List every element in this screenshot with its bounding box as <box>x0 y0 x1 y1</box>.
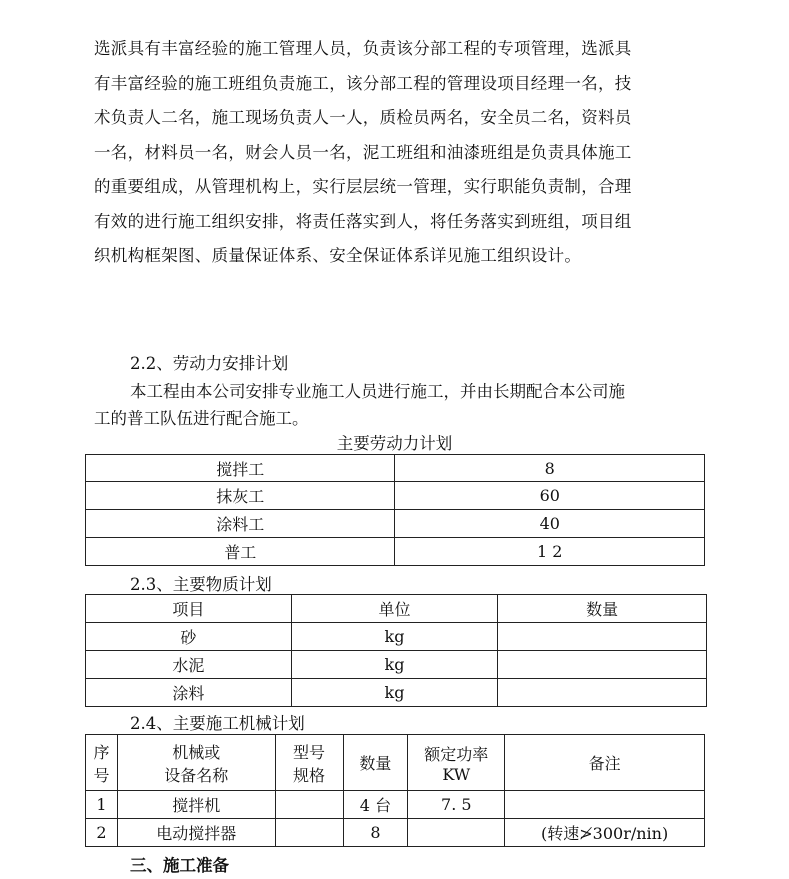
table-header-row <box>86 735 705 791</box>
material-unit: kg <box>291 623 498 651</box>
intro-line: 一名，材料员一名，财会人员一名，泥工班组和油漆班组是负责具体施工 <box>94 142 632 162</box>
table-row <box>86 482 705 510</box>
machine-no: 2 <box>86 819 118 847</box>
labor-trade: 普工 <box>86 538 395 566</box>
material-item: 砂 <box>86 623 292 651</box>
machine-remark: (转速≯300r/nin) <box>505 819 705 847</box>
labor-count: 8 <box>395 455 705 482</box>
material-qty <box>498 623 707 651</box>
material-unit: kg <box>291 679 498 707</box>
machine-qty: 4 台 <box>343 791 408 819</box>
header-model <box>275 735 343 791</box>
header-no-line2: 号 <box>93 765 110 785</box>
table-row <box>86 623 707 651</box>
material-qty <box>498 679 707 707</box>
header-power <box>408 735 505 791</box>
section-2-2-body-line: 工的普工队伍进行配合施工。 <box>94 409 309 428</box>
header-item: 项目 <box>86 595 292 623</box>
header-power-line1: 额定功率 <box>424 744 489 764</box>
machine-remark <box>505 791 705 819</box>
intro-line: 织机构框架图、质量保证体系、安全保证体系详见施工组织设计。 <box>94 246 582 265</box>
machine-qty: 8 <box>343 819 408 847</box>
section-2-4-title: 2.4、主要施工机械计划 <box>130 714 305 733</box>
machine-power: 7. 5 <box>408 791 505 819</box>
header-qty: 数量 <box>343 735 408 791</box>
section-3-title: 三、施工准备 <box>130 856 229 875</box>
table-row <box>86 651 707 679</box>
table-header-row <box>86 595 707 623</box>
machine-model <box>275 791 343 819</box>
header-no <box>86 735 118 791</box>
header-name <box>117 735 275 791</box>
material-unit: kg <box>291 651 498 679</box>
header-no-line1: 序 <box>93 742 110 762</box>
labor-table-caption: 主要劳动力计划 <box>336 434 453 453</box>
machine-no: 1 <box>86 791 118 819</box>
table-row <box>86 455 705 482</box>
header-remark: 备注 <box>505 735 705 791</box>
intro-line: 有效的进行施工组织安排，将责任落实到人，将任务落实到班组，项目组 <box>94 211 632 231</box>
machine-power <box>408 819 505 847</box>
intro-line: 的重要组成，从管理机构上，实行层层统一管理，实行职能负责制，合理 <box>94 177 632 196</box>
intro-line: 术负责人二名，施工现场负责人一人，质检员两名，安全员二名，资料员 <box>94 108 632 127</box>
machinery-table <box>85 734 705 847</box>
table-row <box>86 679 707 707</box>
labor-trade: 涂料工 <box>86 510 395 538</box>
table-row <box>86 819 705 847</box>
table-row <box>86 510 705 538</box>
machine-name: 搅拌机 <box>117 791 275 819</box>
material-item: 水泥 <box>86 651 292 679</box>
labor-trade: 抹灰工 <box>86 482 395 510</box>
intro-line: 选派具有丰富经验的施工管理人员，负责该分部工程的专项管理，选派具 <box>94 39 632 58</box>
labor-count: 60 <box>395 482 705 510</box>
table-row <box>86 538 705 566</box>
labor-trade: 搅拌工 <box>86 455 395 482</box>
intro-line: 有丰富经验的施工班组负责施工，该分部工程的管理设项目经理一名，技 <box>94 73 632 93</box>
labor-count: 1 2 <box>395 538 705 566</box>
machine-model <box>275 819 343 847</box>
section-2-3-title: 2.3、主要物质计划 <box>130 575 272 594</box>
labor-table <box>85 454 705 566</box>
table-row <box>86 791 705 819</box>
header-power-line2: KW <box>442 764 471 784</box>
labor-count: 40 <box>395 510 705 538</box>
section-2-2-body-line: 本工程由本公司安排专业施工人员进行施工，并由长期配合本公司施 <box>130 382 625 401</box>
header-model-line1: 型号 <box>293 742 326 762</box>
header-model-line2: 规格 <box>293 765 326 785</box>
header-name-line2: 设备名称 <box>164 765 229 785</box>
header-qty: 数量 <box>498 595 707 623</box>
intro-paragraph <box>94 32 702 274</box>
machine-name: 电动搅拌器 <box>117 819 275 847</box>
material-item: 涂料 <box>86 679 292 707</box>
material-qty <box>498 651 707 679</box>
section-2-2-title: 2.2、劳动力安排计划 <box>130 354 289 373</box>
materials-table <box>85 594 707 707</box>
header-unit: 单位 <box>291 595 498 623</box>
header-name-line1: 机械或 <box>172 742 221 762</box>
